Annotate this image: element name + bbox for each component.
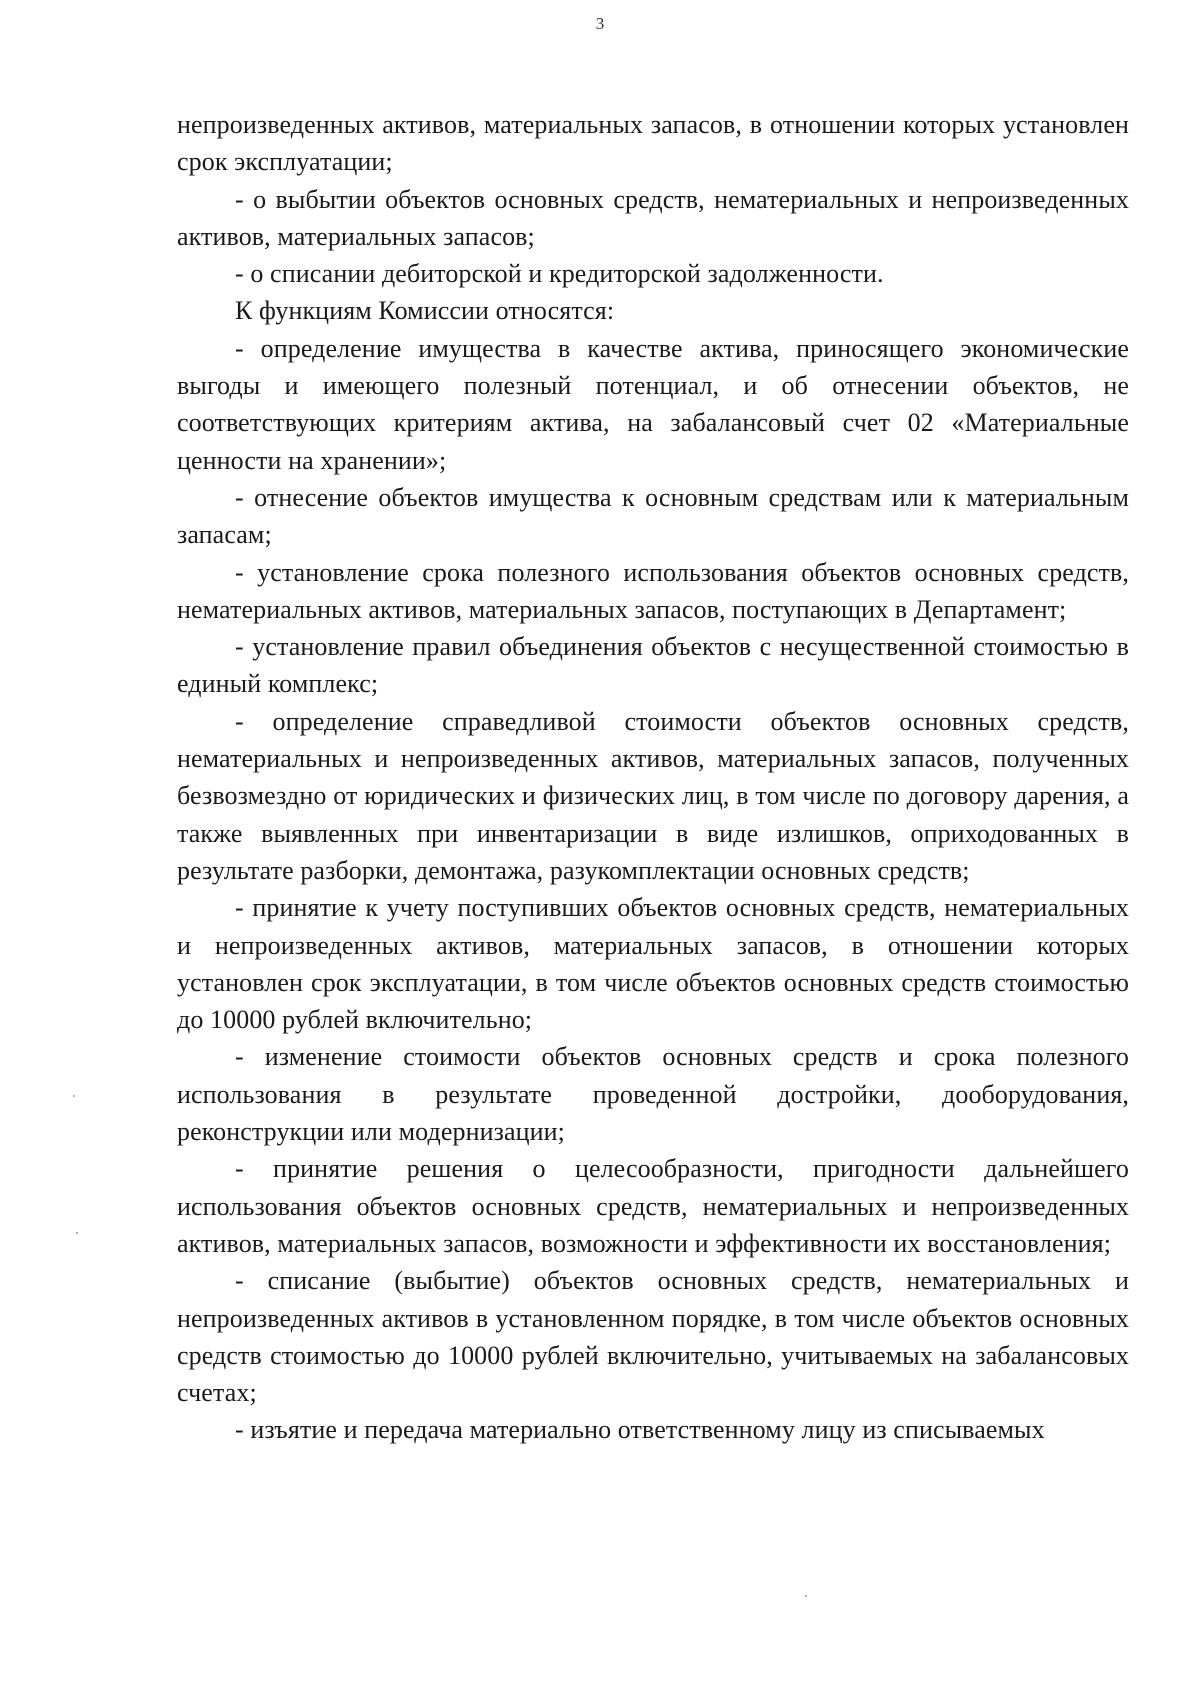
page-number: 3 <box>595 14 605 33</box>
paragraph: - определение справедливой стоимости объектов основных средств, нематериальных и непроизведенных активов, материальных запасов, полученных безвозмездно от юридических и физических лиц, в том числе по договору дарения, а также выявленных при инвентаризации в виде излишков, оприходованных в результате разборки, демонтажа, разукомплектации основных средств; <box>177 706 1129 885</box>
paragraph: - о выбытии объектов основных средств, нематериальных и непроизведенных активов, материальных запасов; <box>177 184 1129 251</box>
paragraph: - установление правил объединения объектов с несущественной стоимостью в единый комплекс; <box>177 632 1129 699</box>
paragraph: - установление срока полезного использования объектов основных средств, нематериальных активов, материальных запасов, поступающих в Департамент; <box>177 557 1129 624</box>
paragraph: - изъятие и передача материально ответственному лицу из списываемых <box>235 1415 1045 1445</box>
document-body <box>177 106 1129 1449</box>
paragraph: - изменение стоимости объектов основных средств и срока полезного использования в результате проведенной достройки, дооборудования, реконструкции или модернизации; <box>177 1042 1129 1147</box>
paragraph: - принятие решения о целесообразности, пригодности дальнейшего использования объектов основных средств, нематериальных и непроизведенных активов, материальных запасов, возможности и эффективности их восстановления; <box>177 1154 1129 1258</box>
paragraph: непроизведенных активов, материальных запасов, в отношении которых установлен срок эксплуатации; <box>177 110 1129 177</box>
paragraph: - о списании дебиторской и кредиторской задолженности. <box>235 259 884 289</box>
paragraph: - принятие к учету поступивших объектов основных средств, нематериальных и непроизведенных активов, материальных запасов, в отношении которых установлен срок эксплуатации, в том числе объектов основных средств стоимостью до 10000 рублей включительно; <box>177 893 1129 1035</box>
scan-speck <box>76 1232 78 1234</box>
paragraph: - отнесение объектов имущества к основным средствам или к материальным запасам; <box>177 482 1129 550</box>
scan-speck <box>805 1595 807 1597</box>
scan-speck <box>73 1095 75 1097</box>
paragraph: - определение имущества в качестве актива, приносящего экономические выгоды и имеющего полезный потенциал, и об отнесении объектов, не соответствующих критериям актива, на забалансовый счет 02 «Материальные ценности на хранении»; <box>177 333 1129 475</box>
paragraph: К функциям Комиссии относятся: <box>235 296 615 326</box>
paragraph: - списание (выбытие) объектов основных средств, нематериальных и непроизведенных активов в установленном порядке, в том числе объектов основных средств стоимостью до 10000 рублей включительно, учитываемых на забалансовых счетах; <box>177 1266 1129 1408</box>
